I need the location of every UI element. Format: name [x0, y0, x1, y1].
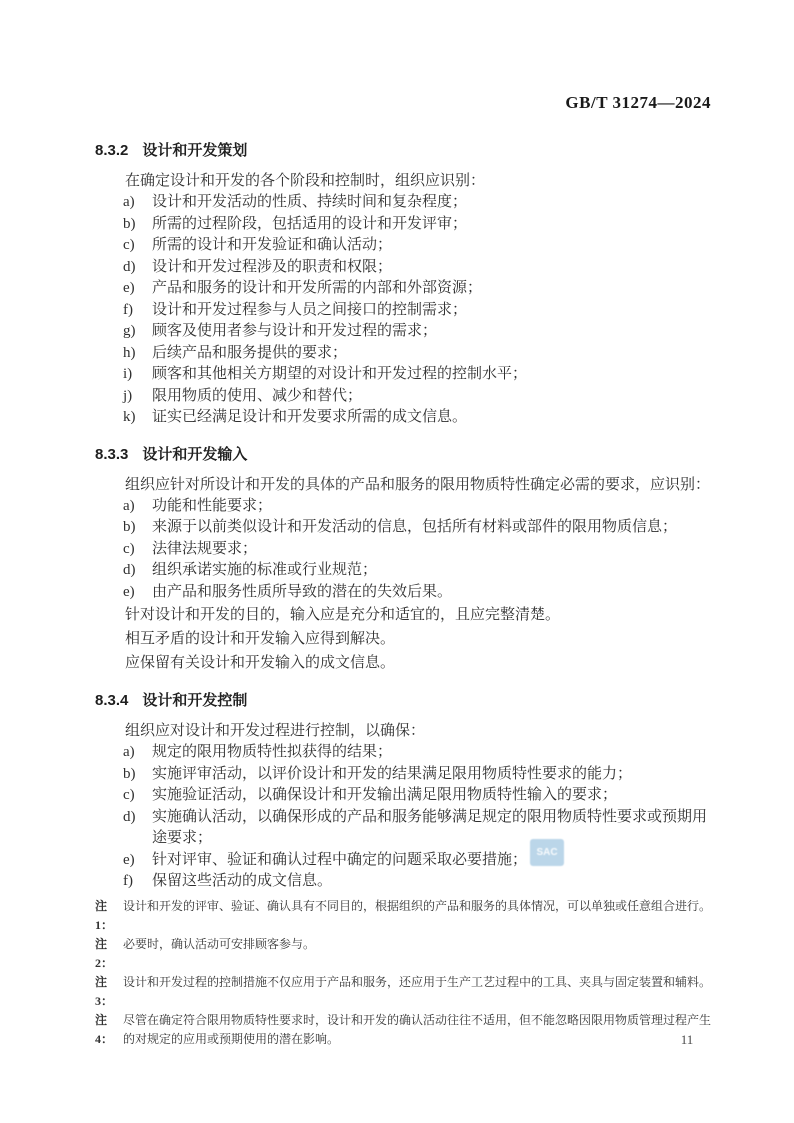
list-item [123, 582, 711, 604]
list-item-label: c) [123, 237, 135, 253]
list-item-text: 规定的限用物质特性拟获得的结果； [152, 744, 393, 760]
list-item-label: k) [123, 409, 136, 425]
list-834 [123, 742, 711, 893]
list-item-text: 实施验证活动，以确保设计和开发输出满足限用物质特性输入的要求； [152, 787, 618, 803]
list-item-label: i) [123, 366, 133, 382]
list-item-text: 保留这些活动的成文信息。 [152, 873, 333, 889]
note-label: 注4： [95, 1012, 114, 1046]
list-item-label: d) [123, 258, 136, 275]
list-item [123, 407, 711, 429]
section-intro: 组织应针对所设计和开发的具体的产品和服务的限用物质特性确定必需的要求，应识别： [125, 476, 711, 493]
list-item-label: b) [123, 519, 136, 535]
list-item [123, 192, 711, 214]
list-item-label: f) [123, 301, 133, 318]
section-intro: 组织应对设计和开发过程进行控制，以确保： [125, 723, 426, 739]
list-item [123, 321, 711, 343]
list-item-text: 设计和开发活动的性质、持续时间和复杂程度； [152, 194, 468, 210]
list-item [123, 560, 711, 582]
list-item-text: 证实已经满足设计和开发要求所需的成文信息。 [152, 409, 468, 425]
list-item [123, 871, 711, 893]
list-item-text: 设计和开发过程涉及的职责和权限； [152, 258, 393, 275]
list-item-text: 针对评审、验证和确认过程中确定的问题采取必要措施； [152, 851, 528, 868]
list-item [123, 300, 711, 322]
list-item [123, 764, 711, 786]
list-item-text: 来源于以前类似设计和开发活动的信息，包括所有材料或部件的限用物质信息； [152, 519, 678, 535]
list-item-label: f) [123, 873, 133, 889]
note [95, 973, 711, 1011]
body-paragraph: 应保留有关设计和开发输入的成文信息。 [125, 655, 396, 671]
list-item-text: 顾客及使用者参与设计和开发过程的需求； [152, 323, 438, 339]
list-item-text: 后续产品和服务提供的要求； [152, 344, 348, 361]
list-item [123, 517, 711, 539]
list-item-text: 实施确认活动，以确保形成的产品和服务能够满足规定的限用物质特性要求或预期用途要求； [152, 808, 708, 846]
list-item [123, 214, 711, 236]
body-paragraph: 相互矛盾的设计和开发输入应得到解决。 [125, 631, 396, 647]
list-item-text: 实施评审活动，以评价设计和开发的结果满足限用物质特性要求的能力； [152, 765, 633, 782]
list-item-label: e) [123, 851, 135, 868]
section-intro: 在确定设计和开发的各个阶段和控制时，组织应识别： [125, 173, 486, 189]
document-code: GB/T 31274—2024 [565, 93, 711, 112]
list-item [123, 496, 711, 518]
list-item-label: d) [123, 808, 136, 825]
note-label: 注3： [95, 974, 114, 1008]
body-paragraph: 针对设计和开发的目的，输入应是充分和适宜的，且应完整清楚。 [125, 607, 561, 623]
list-item-label: a) [123, 497, 135, 514]
note-text: 设计和开发的评审、验证、确认具有不同目的，根据组织的产品和服务的具体情况，可以单独或任意组合进行。 [123, 898, 712, 913]
list-item-label: b) [123, 215, 136, 232]
list-item-label: a) [123, 744, 135, 760]
list-item-label: c) [123, 787, 135, 803]
section-heading-834 [95, 691, 711, 710]
list-item-text: 所需的过程阶段，包括适用的设计和开发评审； [152, 215, 468, 232]
note-label: 注2： [95, 936, 114, 970]
notes-block [95, 897, 711, 1049]
list-item-label: h) [123, 344, 136, 361]
page-content [95, 92, 711, 1049]
list-item-label: b) [123, 765, 136, 782]
list-item-label: d) [123, 562, 136, 578]
list-item [123, 235, 711, 257]
list-item-label: c) [123, 540, 135, 557]
list-item-text: 法律法规要求； [152, 540, 258, 557]
section-title: 设计和开发策划 [142, 142, 248, 159]
list-item-label: j) [123, 387, 133, 404]
note [95, 1011, 711, 1049]
list-item-label: e) [123, 280, 135, 296]
list-item [123, 278, 711, 300]
section-number: 8.3.4 [95, 692, 129, 709]
list-item-text: 所需的设计和开发验证和确认活动； [152, 237, 393, 253]
list-item-label: e) [123, 583, 135, 600]
section-title: 设计和开发输入 [142, 445, 248, 463]
list-item [123, 343, 711, 365]
note-text: 必要时，确认活动可安排顾客参与。 [123, 936, 316, 951]
note [95, 897, 711, 935]
list-item-text: 限用物质的使用、减少和替代； [152, 387, 363, 404]
list-item [123, 742, 711, 764]
list-item-text: 功能和性能要求； [152, 497, 273, 514]
section-number: 8.3.3 [95, 445, 129, 463]
note [95, 935, 711, 973]
list-item-label: a) [123, 194, 135, 210]
list-833 [123, 496, 711, 604]
watermark-logo: SAC [530, 839, 564, 866]
section-number: 8.3.2 [95, 142, 129, 159]
note-text: 设计和开发过程的控制措施不仅应用于产品和服务，还应用于生产工艺过程中的工具、夹具与固定装置和辅料。 [123, 974, 712, 989]
list-item [123, 539, 711, 561]
list-832 [123, 192, 711, 429]
section-heading-833 [95, 445, 711, 464]
list-item [123, 785, 711, 807]
list-item [123, 807, 711, 850]
list-item-text: 组织承诺实施的标准或行业规范； [152, 562, 378, 578]
list-item-text: 顾客和其他相关方期望的对设计和开发过程的控制水平； [152, 366, 528, 382]
section-title: 设计和开发控制 [142, 692, 248, 709]
list-item-text: 产品和服务的设计和开发所需的内部和外部资源； [152, 280, 483, 296]
note-label: 注1： [95, 898, 114, 932]
page-number: 11 [680, 1032, 694, 1047]
list-item-text: 设计和开发过程参与人员之间接口的控制需求； [152, 301, 468, 318]
section-heading-832 [95, 141, 711, 160]
list-item-text: 由产品和服务性质所导致的潜在的失效后果。 [152, 583, 453, 600]
list-item [123, 257, 711, 279]
list-item [123, 850, 711, 872]
list-item-label: g) [123, 323, 136, 339]
list-item [123, 364, 711, 386]
list-item [123, 386, 711, 408]
note-text: 尽管在确定符合限用物质特性要求时，设计和开发的确认活动往往不适用，但不能忽略因限用物质管理过程产生的对规定的应用或预期使用的潜在影响。 [123, 1012, 712, 1046]
